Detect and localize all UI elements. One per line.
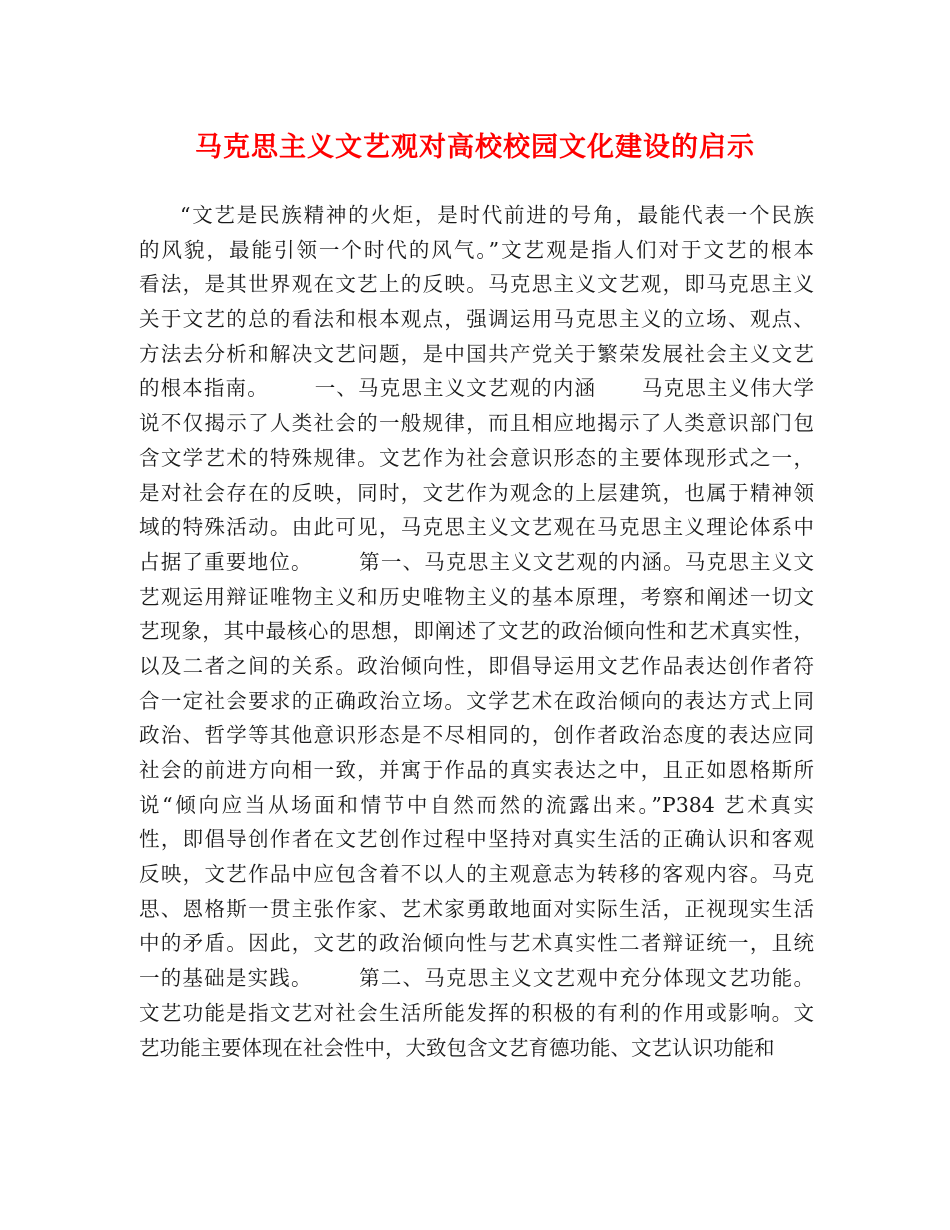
body-line: 方法去分析和解决文艺问题，是中国共产党关于繁荣发展社会主义文艺 [139, 341, 814, 366]
body-line: 艺功能主要体现在社会性中，大致包含文艺育德功能、文艺认识功能和 [139, 1035, 775, 1060]
body-line: 一的基础是实践。 第二、马克思主义文艺观中充分体现文艺功能。 [139, 966, 814, 991]
body-line: 含文学艺术的特殊规律。文艺作为社会意识形态的主要体现形式之一， [139, 445, 814, 470]
body-line: 的根本指南。 一、马克思主义文艺观的内涵 马克思主义伟大学 [139, 376, 814, 401]
body-line: 思、恩格斯一贯主张作家、艺术家勇敢地面对实际生活，正视现实生活 [139, 896, 814, 921]
body-line: 看法，是其世界观在文艺上的反映。马克思主义文艺观，即马克思主义 [139, 272, 814, 297]
document-title: 马克思主义文艺观对高校校园文化建设的启示 [195, 132, 755, 163]
body-line: 中的矛盾。因此，文艺的政治倾向性与艺术真实性二者辩证统一，且统 [139, 931, 814, 956]
body-line: “文艺是民族精神的火炬，是时代前进的号角，最能代表一个民族 [180, 203, 814, 227]
body-line: 社会的前进方向相一致，并寓于作品的真实表达之中，且正如恩格斯所 [139, 758, 814, 782]
body-line: 以及二者之间的关系。政治倾向性，即倡导运用文艺作品表达创作者符 [139, 653, 814, 678]
body-line: 的风貌，最能引领一个时代的风气。”文艺观是指人们对于文艺的根本 [139, 237, 814, 262]
body-line: 域的特殊活动。由此可见，马克思主义文艺观在马克思主义理论体系中 [139, 515, 814, 540]
body-line: 艺观运用辩证唯物主义和历史唯物主义的基本原理，考察和阐述一切文 [139, 584, 814, 609]
body-line: 关于文艺的总的看法和根本观点，强调运用马克思主义的立场、观点、 [139, 307, 814, 332]
body-line: 合一定社会要求的正确政治立场。文学艺术在政治倾向的表达方式上同 [139, 688, 814, 713]
body-line: 是对社会存在的反映，同时，文艺作为观念的上层建筑，也属于精神领 [139, 480, 814, 505]
body-line: 文艺功能是指文艺对社会生活所能发挥的积极的有利的作用或影响。文 [139, 1000, 814, 1025]
body-line: 艺现象，其中最核心的思想，即阐述了文艺的政治倾向性和艺术真实性， [139, 619, 814, 644]
body-line: 性，即倡导创作者在文艺创作过程中坚持对真实生活的正确认识和客观 [139, 827, 814, 852]
body-line: 政治、哲学等其他意识形态是不尽相同的，创作者政治态度的表达应同 [139, 723, 814, 748]
body-line: 说“倾向应当从场面和情节中自然而然的流露出来。”P384 艺术真实 [139, 792, 814, 817]
document-body [139, 198, 814, 1065]
body-line: 说不仅揭示了人类社会的一般规律，而且相应地揭示了人类意识部门包 [139, 411, 814, 436]
body-line: 占据了重要地位。 第一、马克思主义文艺观的内涵。马克思主义文 [139, 549, 814, 574]
body-line: 反映，文艺作品中应包含着不以人的主观意志为转移的客观内容。马克 [139, 862, 814, 887]
